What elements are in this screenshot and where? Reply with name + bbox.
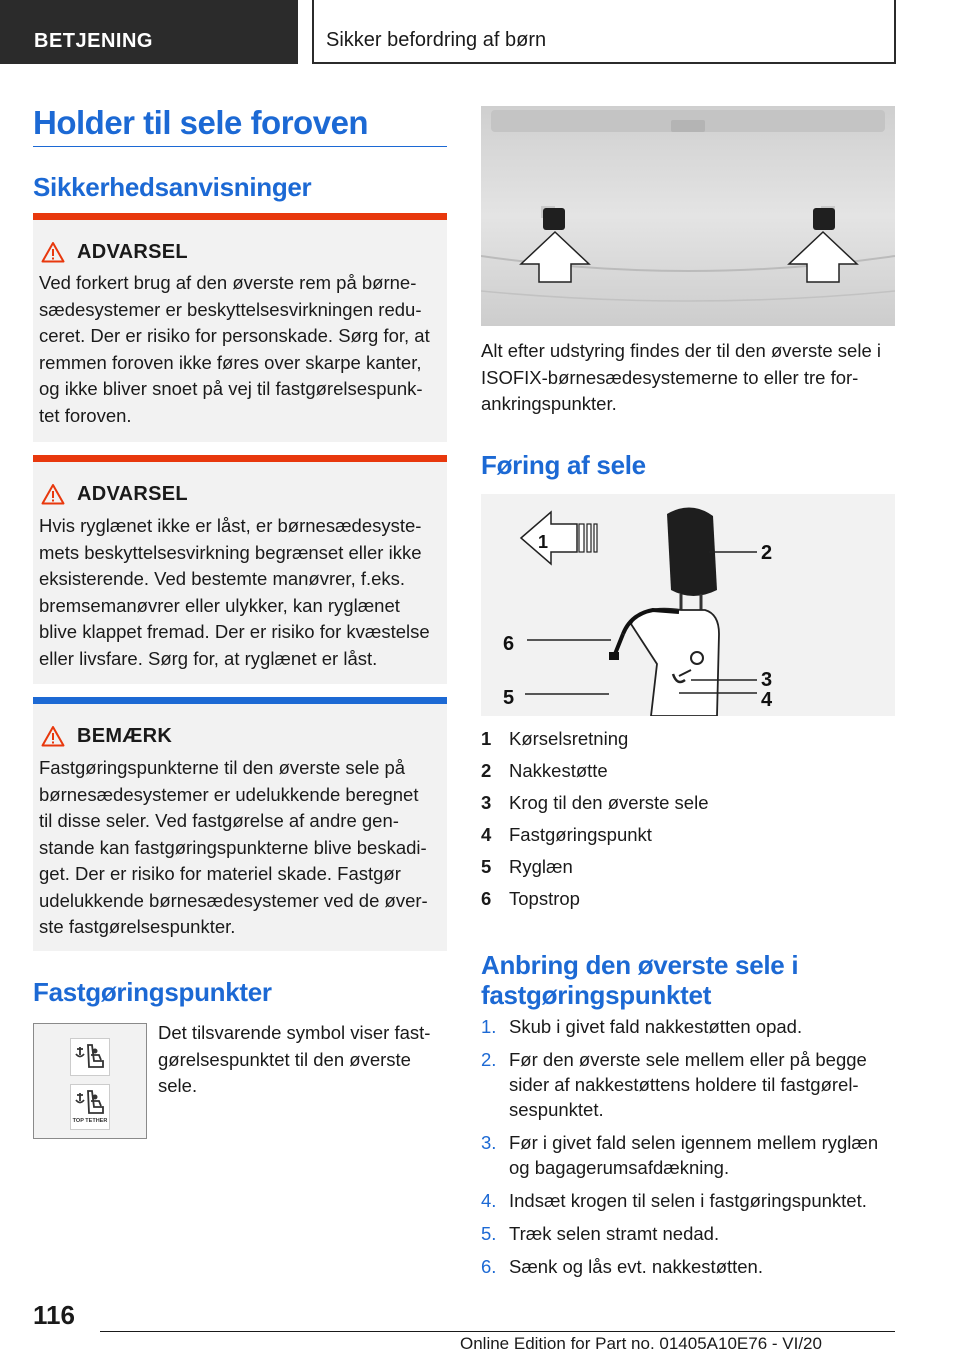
warning-triangle-icon bbox=[41, 241, 65, 263]
text-line: stande kan fastgøringspunkterne blive beskadi- bbox=[39, 836, 427, 858]
legend-number: 3 bbox=[481, 792, 492, 813]
anchor-heading: Fastgøringspunkter bbox=[33, 977, 272, 1007]
text-line: Fastgøringspunkterne til den øverste sele på bbox=[39, 757, 406, 778]
edition-text: Online Edition for Part no. 01405A10E76 - VI/20 bbox=[460, 1334, 822, 1353]
attach-heading bbox=[481, 950, 798, 1010]
step-item bbox=[481, 1188, 895, 1213]
section-label: BETJENING bbox=[34, 30, 153, 52]
warning-triangle-icon bbox=[41, 725, 65, 747]
callout-4: 4 bbox=[761, 689, 773, 711]
attach-steps bbox=[481, 1014, 895, 1279]
warning-bar bbox=[33, 455, 447, 462]
step-text: sider af nakkestøttens holdere til fastgørel- bbox=[509, 1074, 859, 1095]
topic-tab bbox=[312, 0, 896, 64]
warning-text bbox=[39, 513, 443, 672]
step-number: 3. bbox=[481, 1132, 497, 1153]
top-tether-anchor-icon bbox=[71, 1085, 109, 1117]
text-line: og ikke bliver snoet på vej til fastgørelsespunk- bbox=[39, 378, 423, 399]
legend-number: 5 bbox=[481, 856, 492, 877]
step-number: 5. bbox=[481, 1223, 497, 1244]
page-title: Holder til sele foroven bbox=[33, 104, 369, 141]
warning-text bbox=[39, 270, 443, 429]
child-seat-anchor-icon bbox=[71, 1039, 109, 1075]
diagram-legend bbox=[481, 726, 895, 918]
heading-line: fastgøringspunktet bbox=[481, 980, 712, 1010]
callout-6: 6 bbox=[503, 633, 515, 655]
text-line: sele. bbox=[158, 1075, 198, 1096]
page-number: 116 bbox=[33, 1300, 75, 1330]
step-text: sespunktet. bbox=[509, 1099, 604, 1120]
notice-bar bbox=[33, 697, 447, 704]
text-line: blive klappet fremad. Der er risiko for kvæstelse bbox=[39, 621, 430, 642]
warning-bar bbox=[33, 213, 447, 220]
step-text: og bagagerumsafdækning. bbox=[509, 1157, 730, 1178]
text-line: ste fastgørelsespunkter. bbox=[39, 916, 236, 937]
legend-item bbox=[481, 790, 895, 822]
callout-1: 1 bbox=[538, 532, 549, 552]
step-text: Sænk og lås evt. nakkestøtten. bbox=[509, 1256, 763, 1277]
step-text: Før i givet fald selen igennem mellem ryglæn bbox=[509, 1132, 879, 1153]
legend-item bbox=[481, 886, 895, 918]
title-rule bbox=[33, 146, 447, 147]
text-line: sædesystemer er beskyttelsesvirkningen redu- bbox=[39, 298, 422, 320]
step-item bbox=[481, 1221, 895, 1246]
step-item bbox=[481, 1047, 895, 1122]
warning-triangle-icon bbox=[41, 483, 65, 505]
text-line: Ved forkert brug af den øverste rem på børne- bbox=[39, 272, 417, 293]
step-number: 4. bbox=[481, 1190, 497, 1211]
legend-number: 6 bbox=[481, 888, 492, 909]
legend-label: Ryglæn bbox=[509, 856, 573, 877]
text-line: Hvis ryglænet ikke er låst, er børnesædesyste- bbox=[39, 515, 422, 536]
text-line: get. Der er risiko for materiel skade. Fastgør bbox=[39, 863, 401, 884]
step-text: Før den øverste sele mellem eller på begge bbox=[509, 1049, 867, 1070]
callout-2: 2 bbox=[761, 542, 773, 564]
legend-item bbox=[481, 854, 895, 886]
text-line: tet foroven. bbox=[39, 404, 132, 426]
routing-heading: Føring af sele bbox=[481, 450, 646, 480]
warning-box-1 bbox=[33, 213, 447, 442]
legend-number: 2 bbox=[481, 760, 492, 781]
legend-label: Nakkestøtte bbox=[509, 760, 608, 781]
text-line: ISOFIX-børnesædesystemerne to eller tre for- bbox=[481, 366, 859, 388]
step-number: 1. bbox=[481, 1016, 497, 1037]
notice-label: BEMÆRK bbox=[77, 725, 173, 747]
legend-label: Krog til den øverste sele bbox=[509, 792, 709, 813]
legend-number: 4 bbox=[481, 824, 492, 845]
trunk-anchor-illustration bbox=[481, 106, 895, 326]
step-text: Indsæt krogen til selen i fastgøringspunktet. bbox=[509, 1190, 867, 1211]
top-tether-symbol bbox=[70, 1084, 110, 1130]
warning-label: ADVARSEL bbox=[77, 483, 188, 505]
heading-line: Anbring den øverste sele i bbox=[481, 950, 799, 980]
legend-number: 1 bbox=[481, 728, 492, 749]
isofix-seat-symbol bbox=[70, 1038, 110, 1076]
text-line: eller livsfare. Sørg for, at ryglænet er låst. bbox=[39, 647, 378, 669]
notice-text bbox=[39, 755, 443, 941]
symbol-caption: TOP TETHER bbox=[72, 1118, 108, 1124]
notice-box bbox=[33, 697, 447, 951]
step-item bbox=[481, 1130, 895, 1180]
text-line: eksisterende. Ved bestemte manøvrer, f.eks. bbox=[39, 568, 406, 589]
anchor-description bbox=[158, 1020, 430, 1100]
legend-item bbox=[481, 726, 895, 758]
text-line: børnesædesystemer er udelukkende beregnet bbox=[39, 783, 419, 805]
headrest-routing-diagram bbox=[481, 494, 895, 716]
text-line: Alt efter udstyring findes der til den øverste sele i bbox=[481, 340, 881, 361]
safety-heading: Sikkerhedsanvisninger bbox=[33, 172, 312, 202]
legend-label: Topstrop bbox=[509, 888, 580, 909]
legend-item bbox=[481, 758, 895, 790]
warning-box-2 bbox=[33, 455, 447, 684]
trunk-anchor-photo bbox=[481, 106, 895, 326]
intro-paragraph bbox=[481, 338, 895, 418]
step-number: 6. bbox=[481, 1256, 497, 1277]
section-tab bbox=[0, 0, 298, 64]
text-line: remmen foroven ikke føres over skarpe kanter, bbox=[39, 351, 422, 373]
callout-3: 3 bbox=[761, 669, 773, 691]
legend-label: Kørselsretning bbox=[509, 728, 629, 749]
headrest-diagram-drawing bbox=[481, 494, 895, 716]
step-number: 2. bbox=[481, 1049, 497, 1070]
text-line: ankringspunkter. bbox=[481, 393, 617, 414]
text-line: bremsemanøvrer eller ulykker, kan ryglænet bbox=[39, 594, 400, 616]
text-line: til disse seler. Ved fastgørelse af andre gen- bbox=[39, 810, 399, 831]
step-item bbox=[481, 1254, 895, 1279]
step-item bbox=[481, 1014, 895, 1039]
legend-item bbox=[481, 822, 895, 854]
top-tether-symbol-frame bbox=[33, 1023, 147, 1139]
text-line: mets beskyttelsesvirkning begrænset eller ikke bbox=[39, 541, 422, 563]
step-text: Træk selen stramt nedad. bbox=[509, 1223, 720, 1244]
text-line: ceret. Der er risiko for personskade. Sørg for, at bbox=[39, 325, 430, 346]
text-line: gørelsespunktet til den øverste bbox=[158, 1048, 411, 1070]
footer-rule bbox=[100, 1331, 895, 1332]
text-line: Det tilsvarende symbol viser fast- bbox=[158, 1022, 431, 1043]
topic-label: Sikker befordring af børn bbox=[326, 29, 547, 51]
legend-label: Fastgøringspunkt bbox=[509, 824, 652, 845]
text-line: udelukkende børnesædesystemer ved de øver- bbox=[39, 889, 428, 911]
callout-5: 5 bbox=[503, 687, 515, 709]
step-text: Skub i givet fald nakkestøtten opad. bbox=[509, 1016, 803, 1037]
warning-label: ADVARSEL bbox=[77, 241, 188, 263]
